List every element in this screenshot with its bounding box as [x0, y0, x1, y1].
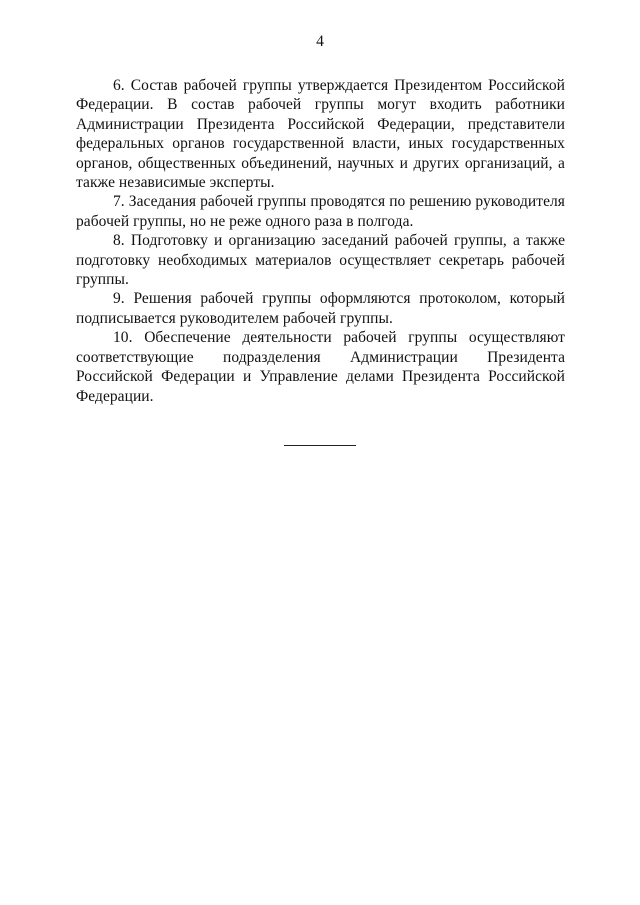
- document-body: [76, 76, 565, 406]
- paragraph-8: 8. Подготовку и организацию заседаний рабочей группы, а также подготовку необходимых материалов осуществляет секретарь рабочей группы.: [76, 232, 565, 289]
- paragraph-10: 10. Обеспечение деятельности рабочей группы осуществляют соответствующие подразделения Администрации Президента Российской Федерации и Управление делами Президента Российской Федерации.: [76, 329, 565, 405]
- paragraph-6: 6. Состав рабочей группы утверждается Президентом Российской Федерации. В состав рабочей группы могут входить работники Администрации Президента Российской Федерации, представители федеральных органов государственной власти, иных государственных органов, общественных объединений, научных и других организаций, а также независимые эксперты.: [76, 77, 565, 192]
- page-number: 4: [316, 33, 324, 50]
- paragraph-7: 7. Заседания рабочей группы проводятся по решению руководителя рабочей группы, но не реже одного раза в полгода.: [76, 193, 565, 230]
- paragraph-9: 9. Решения рабочей группы оформляются протоколом, который подписывается руководителем рабочей группы.: [76, 290, 565, 327]
- document-end-divider: [284, 445, 356, 446]
